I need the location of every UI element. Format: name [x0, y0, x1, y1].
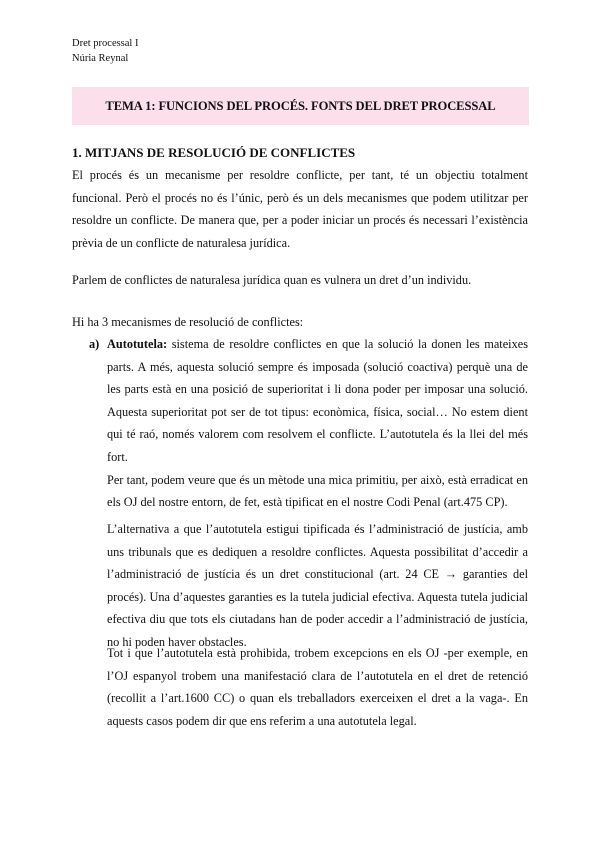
- page-title: TEMA 1: FUNCIONS DEL PROCÉS. FONTS DEL DRET PROCESSAL: [105, 98, 496, 113]
- section-heading: 1. MITJANS DE RESOLUCIÓ DE CONFLICTES: [72, 145, 356, 160]
- autotutela-term: Autotutela:: [107, 337, 168, 351]
- autotutela-consequence: Per tant, podem veure que és un mètode una mica primitiu, per això, està erradicat en els OJ del nostre entorn, de fet, està tipificat en el nostre Codi Penal (art.475 CP).: [107, 472, 528, 510]
- intro-paragraph: El procés és un mecanisme per resoldre conflicte, per tant, té un objectiu totalment funcional. Però el procés no és l’únic, però és un dels mecanismes que podem utilitzar per resoldre un conflicte. De manera que, per a poder iniciar un procés és necessari l’existència prèvia de un conflicte de naturalesa jurídica.: [72, 168, 528, 250]
- autotutela-definition: [107, 333, 528, 469]
- exceptions-paragraph: Tot i que l’autotutela està prohibida, trobem excepcions en els OJ -per exemple, en l’OJ espanyol trobem una manifestació clara de l’autotutela en el dret de retenció (recollit a l’art.1600 CC) o quan els treballadors exerceixen el dret a la vaga-. En aquests casos podem dir que ens referim a una autotutela legal.: [107, 646, 528, 728]
- title-banner: [72, 87, 529, 125]
- mechanisms-intro: Hi ha 3 mecanismes de resolució de conflictes:: [72, 315, 304, 329]
- autotutela-text: sistema de resoldre conflictes en que la solució la donen les mateixes parts. A més, aquesta solució sempre és imposada (solució coactiva) perquè una de les parts està en una posició de superioritat i li dona poder per imposar una solució. Aquesta superioritat pot ser de tot tipus: econòmica, física, social… No estem dient qui té raó, només valorem com resolvem el conflicte. L’autotutela és la llei del més fort.: [107, 337, 528, 464]
- alternative-paragraph: L’alternativa a que l’autotutela estigui tipificada és l’administració de justícia, amb uns tribunals que es dediquen a resoldre conflictes. Aquesta possibilitat d’accedir a l’administració de justícia és un dret constitucional (art. 24 CE → garanties del procés). Una d’aquestes garanties es la tutela judicial efectiva. Aquesta tutela judicial efectiva diu que tots els ciutadans han de poder accedir a l’administració de justícia, no hi poden haver obstacles.: [107, 522, 528, 649]
- list-item-autotutela: [72, 333, 528, 514]
- definition-paragraph: Parlem de conflictes de naturalesa jurídica quan es vulnera un dret d’un individu.: [72, 273, 472, 287]
- page-header: [72, 36, 138, 66]
- header-author: Núria Reynal: [72, 53, 129, 64]
- header-course: Dret processal I: [72, 38, 139, 49]
- list-marker: a): [89, 337, 100, 351]
